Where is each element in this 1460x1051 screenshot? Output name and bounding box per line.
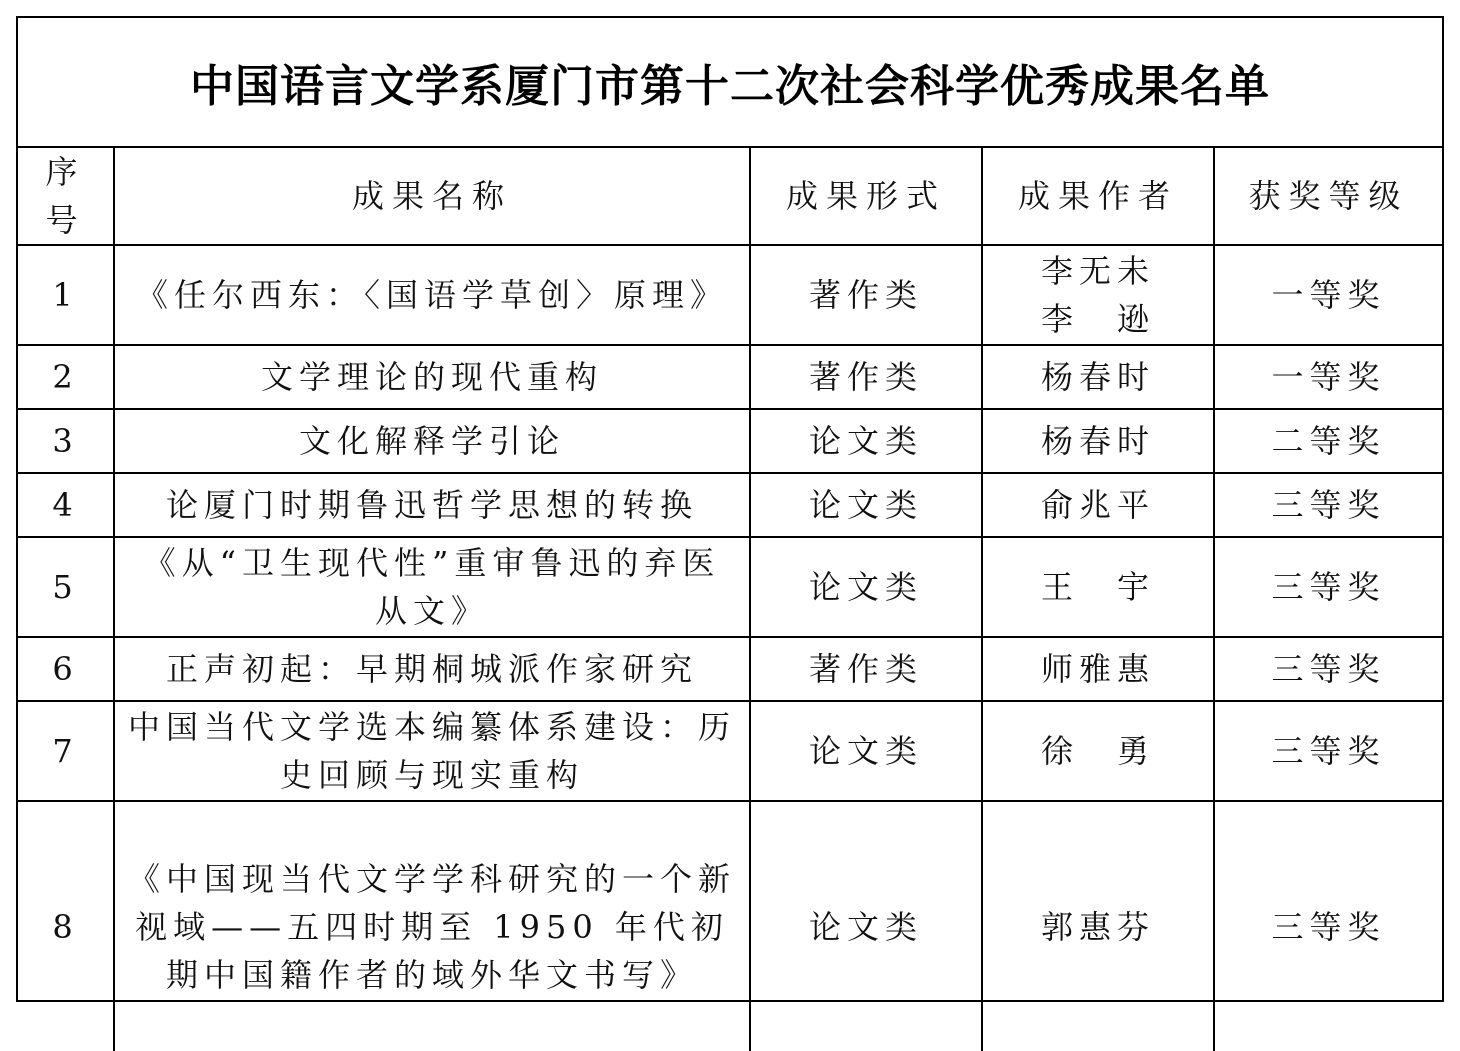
author-name: 郭惠芬 — [1040, 907, 1155, 946]
row-author — [982, 801, 1214, 1051]
row-name: 文学理论的现代重构 — [114, 345, 750, 409]
award-list-sheet — [16, 16, 1444, 1002]
row-no: 5 — [18, 537, 114, 637]
row-name: 论厦门时期鲁迅哲学思想的转换 — [114, 473, 750, 537]
row-award: 二等奖 — [1214, 409, 1442, 473]
row-form: 论文类 — [750, 537, 982, 637]
row-award: 一等奖 — [1214, 345, 1442, 409]
header-row — [18, 147, 1442, 245]
author-name: 师雅惠 — [1040, 650, 1155, 688]
row-award: 三等奖 — [1214, 801, 1442, 1051]
row-form: 论文类 — [750, 409, 982, 473]
author-name: 徐 勇 — [1040, 732, 1155, 770]
row-award: 三等奖 — [1214, 473, 1442, 537]
row-form: 著作类 — [750, 637, 982, 701]
author-name: 李 逊 — [1040, 300, 1155, 338]
table-row — [18, 801, 1442, 1051]
table-row — [18, 537, 1442, 637]
row-form: 著作类 — [750, 345, 982, 409]
table-row — [18, 701, 1442, 801]
row-no: 8 — [18, 801, 114, 1051]
row-author — [982, 409, 1214, 473]
row-no: 1 — [18, 245, 114, 345]
row-award: 三等奖 — [1214, 637, 1442, 701]
row-author — [982, 637, 1214, 701]
header-author: 成果作者 — [982, 147, 1214, 245]
row-author — [982, 701, 1214, 801]
row-form: 论文类 — [750, 701, 982, 801]
row-name: 《任尔西东：〈国语学草创〉原理》 — [114, 245, 750, 345]
row-form: 论文类 — [750, 801, 982, 1051]
row-author — [982, 245, 1214, 345]
table-row — [18, 473, 1442, 537]
row-no: 6 — [18, 637, 114, 701]
row-author — [982, 345, 1214, 409]
row-name: 正声初起：早期桐城派作家研究 — [114, 637, 750, 701]
row-award: 三等奖 — [1214, 701, 1442, 801]
awards-table — [18, 146, 1442, 1051]
row-author — [982, 473, 1214, 537]
row-no: 2 — [18, 345, 114, 409]
row-no: 3 — [18, 409, 114, 473]
header-no: 序号 — [18, 147, 114, 245]
title-box — [18, 18, 1442, 148]
row-form: 著作类 — [750, 245, 982, 345]
header-award: 获奖等级 — [1214, 147, 1442, 245]
table-row — [18, 637, 1442, 701]
author-name: 王 宇 — [1040, 568, 1155, 606]
row-name: 《从“卫生现代性”重审鲁迅的弃医从文》 — [114, 537, 750, 637]
table-row — [18, 245, 1442, 345]
table-row — [18, 345, 1442, 409]
header-form: 成果形式 — [750, 147, 982, 245]
row-author — [982, 537, 1214, 637]
row-name: 文化解释学引论 — [114, 409, 750, 473]
header-name: 成果名称 — [114, 147, 750, 245]
row-name: 中国当代文学选本编纂体系建设：历史回顾与现实重构 — [114, 701, 750, 801]
row-no: 7 — [18, 701, 114, 801]
author-name: 杨春时 — [1040, 358, 1155, 396]
row-award: 三等奖 — [1214, 537, 1442, 637]
author-name: 李无未 — [1040, 252, 1155, 290]
row-name: 《中国现当代文学学科研究的一个新视域——五四时期至 1950 年代初期中国籍作者的域外华文书写》 — [114, 801, 750, 1051]
row-no: 4 — [18, 473, 114, 537]
row-form: 论文类 — [750, 473, 982, 537]
row-award: 一等奖 — [1214, 245, 1442, 345]
author-name: 杨春时 — [1040, 422, 1155, 460]
table-row — [18, 409, 1442, 473]
page-title: 中国语言文学系厦门市第十二次社会科学优秀成果名单 — [190, 61, 1270, 112]
author-name: 俞兆平 — [1040, 486, 1155, 524]
